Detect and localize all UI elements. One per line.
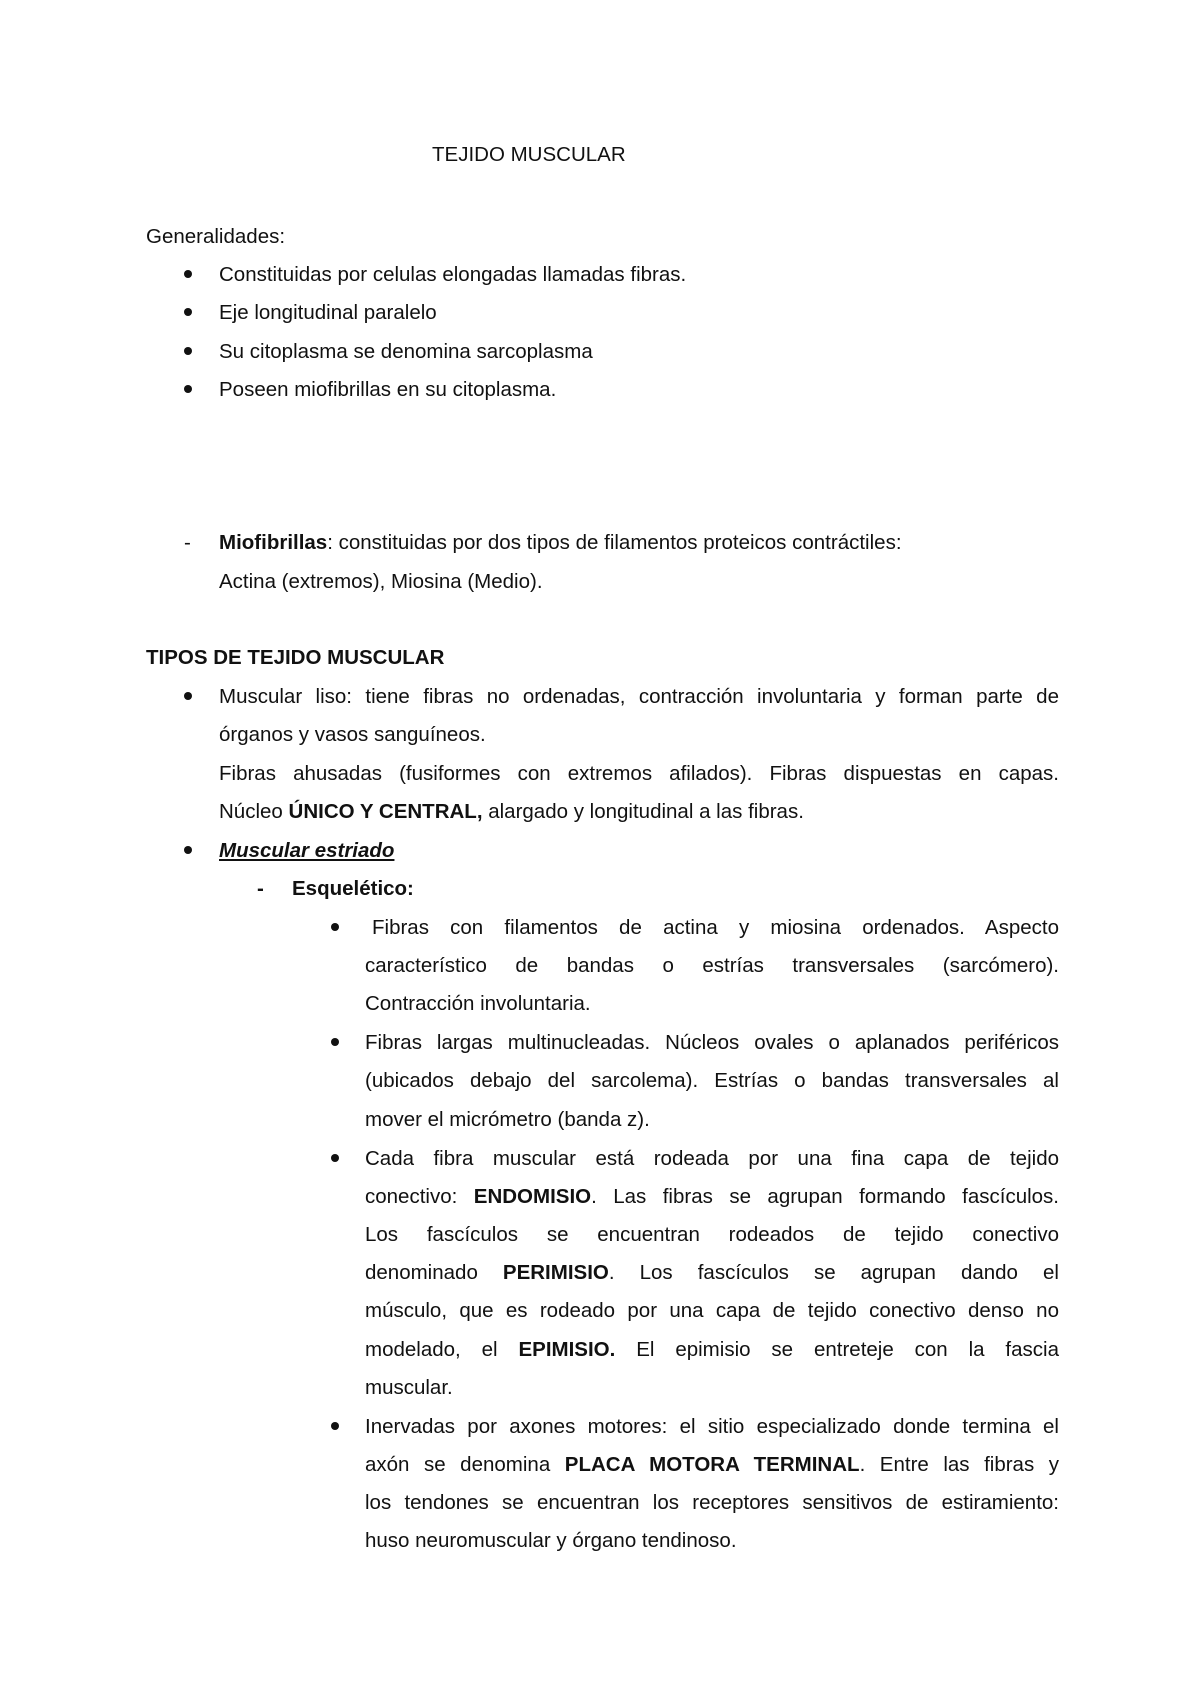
miofibrillas-line-2: Actina (extremos), Miosina (Medio). [219, 570, 543, 593]
generalidades-heading: Generalidades: [146, 225, 286, 248]
bullet-icon [184, 385, 192, 393]
bullet-icon [331, 923, 339, 931]
bullet-icon [331, 1422, 339, 1430]
miofibrillas-text: : constituidas por dos tipos de filamentos proteicos contráctiles: [327, 531, 902, 554]
esq-b4-line-4: huso neuromuscular y órgano tendinoso. [365, 1529, 737, 1552]
esq-b4-line-3: los tendones se encuentran los receptores sensitivos de estiramiento: [365, 1491, 1059, 1514]
liso-line-3: Fibras ahusadas (fusiformes con extremos afilados). Fibras dispuestas en capas. [219, 762, 1059, 785]
esq-b3-line-6 [365, 1337, 1059, 1362]
liso-line-4 [219, 799, 804, 824]
endomisio-term: ENDOMISIO [473, 1185, 592, 1208]
liso-line-4-post: alargado y longitudinal a las fibras. [482, 800, 804, 823]
nucleo-unico-central: ÚNICO Y CENTRAL, [288, 800, 483, 823]
esq-b3-line-5: músculo, que es rodeado por una capa de tejido conectivo denso no [365, 1299, 1059, 1322]
esq-b4-line-2 [365, 1452, 1059, 1477]
esq-b3-line-7: muscular. [365, 1376, 453, 1399]
liso-line-2: órganos y vasos sanguíneos. [219, 723, 486, 746]
liso-line-4-pre: Núcleo [219, 800, 289, 823]
esq-b3-line-4-post: . Los fascículos se agrupan dando el [608, 1261, 1059, 1284]
list-item: Poseen miofibrillas en su citoplasma. [219, 378, 557, 401]
esq-b4-line-1: Inervadas por axones motores: el sitio especializado donde termina el [365, 1415, 1059, 1438]
bullet-icon [184, 692, 192, 700]
esqueletico-heading: Esquelético: [292, 877, 414, 900]
list-item: Constituidas por celulas elongadas llamadas fibras. [219, 263, 687, 286]
esq-b4-line-2-post: . Entre las fibras y [859, 1453, 1059, 1476]
bullet-icon [331, 1038, 339, 1046]
epimisio-term: EPIMISIO. [518, 1338, 616, 1361]
document-title: TEJIDO MUSCULAR [432, 143, 626, 166]
esq-b1-line-1: Fibras con filamentos de actina y miosina ordenados. Aspecto [372, 916, 1059, 939]
esq-b3-line-4-pre: denominado [365, 1261, 503, 1284]
placa-motora-term: PLACA MOTORA TERMINAL [564, 1453, 860, 1476]
miofibrillas-line [219, 530, 902, 555]
bullet-icon [184, 846, 192, 854]
bullet-icon [184, 308, 192, 316]
bullet-icon [184, 270, 192, 278]
esq-b3-line-3: Los fascículos se encuentran rodeados de tejido conectivo [365, 1223, 1059, 1246]
perimisio-term: PERIMISIO [502, 1261, 609, 1284]
esq-b3-line-2 [365, 1184, 1059, 1209]
esq-b3-line-2-post: . Las fibras se agrupan formando fascículos. [591, 1185, 1060, 1208]
esq-b4-line-2-pre: axón se denomina [365, 1453, 565, 1476]
bullet-icon [331, 1154, 339, 1162]
dash-marker: - [257, 877, 264, 900]
esq-b3-line-1: Cada fibra muscular está rodeada por una fina capa de tejido [365, 1147, 1059, 1170]
esq-b3-line-2-pre: conectivo: [365, 1185, 474, 1208]
esq-b2-line-3: mover el micrómetro (banda z). [365, 1108, 650, 1131]
tipos-heading: TIPOS DE TEJIDO MUSCULAR [146, 646, 445, 669]
esq-b2-line-1: Fibras largas multinucleadas. Núcleos ovales o aplanados periféricos [365, 1031, 1059, 1054]
esq-b3-line-6-pre: modelado, el [365, 1338, 519, 1361]
muscular-estriado-heading: Muscular estriado [219, 839, 395, 862]
esq-b3-line-6-post: El epimisio se entreteje con la fascia [615, 1338, 1059, 1361]
dash-marker: - [184, 531, 191, 554]
miofibrillas-term: Miofibrillas [219, 531, 328, 554]
esq-b3-line-4 [365, 1260, 1059, 1285]
list-item: Eje longitudinal paralelo [219, 301, 437, 324]
list-item: Su citoplasma se denomina sarcoplasma [219, 340, 593, 363]
esq-b2-line-2: (ubicados debajo del sarcolema). Estrías o bandas transversales al [365, 1069, 1059, 1092]
esq-b1-line-2: característico de bandas o estrías transversales (sarcómero). [365, 954, 1059, 977]
liso-line-1: Muscular liso: tiene fibras no ordenadas, contracción involuntaria y forman parte de [219, 685, 1059, 708]
bullet-icon [184, 347, 192, 355]
esq-b1-line-3: Contracción involuntaria. [365, 992, 591, 1015]
